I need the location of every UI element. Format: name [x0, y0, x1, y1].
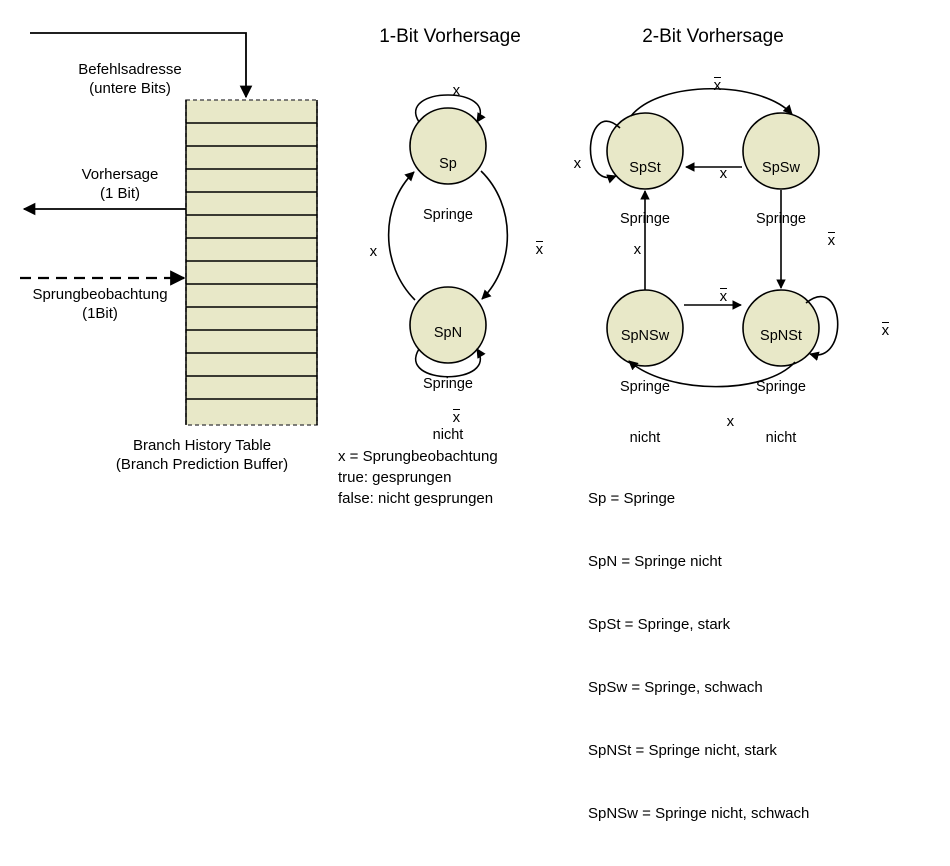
state-spnsw-desc2: nicht [629, 430, 661, 446]
bht-caption: Branch History Table (Branch Prediction Buffer) [115, 437, 289, 473]
legend-item-spnsw: SpNSw = Springe nicht, schwach [588, 805, 810, 822]
legend-item-spn: SpN = Springe nicht [588, 553, 722, 570]
one-bit-fsm-graphics [389, 95, 508, 377]
state-spn-desc2: nicht [432, 427, 464, 443]
legend-item-spst: SpSt = Springe, stark [588, 616, 731, 633]
state-spsw-name: SpSw [762, 160, 800, 176]
edge-label-two-bit-right-vertical: x [827, 232, 836, 249]
state-sp-desc: Springe [423, 207, 473, 223]
state-spnst-desc2: nicht [765, 430, 797, 446]
state-sp-name: Sp [439, 156, 457, 172]
edge-label-two-bit-right-self: x [881, 322, 890, 339]
edge-label-two-bit-middle: x [719, 165, 728, 182]
legend-item-sp: Sp = Springe [588, 490, 676, 507]
edge-label-one-bit-left: x [369, 243, 378, 260]
bht-address-label: Befehlsadresse (untere Bits) [78, 61, 182, 97]
state-spn-name: SpN [433, 325, 463, 341]
state-spsw-desc: Springe [756, 211, 806, 227]
bht-prediction-label: Vorhersage (1 Bit) [81, 166, 159, 202]
legend-two-bit [588, 446, 918, 866]
edge-label-one-bit-self-top: x [452, 82, 461, 99]
state-spnst-name: SpNSt [760, 328, 802, 344]
state-spnsw-desc: Springe [620, 379, 670, 395]
state-spst-desc: Springe [620, 211, 670, 227]
state-spnst-desc: Springe [756, 379, 806, 395]
bht-observation-label: Sprungbeobachtung (1Bit) [32, 286, 168, 322]
edge-label-one-bit-self-bottom: x [452, 409, 461, 426]
state-spst-name: SpSt [629, 160, 661, 176]
edge-label-two-bit-bottom: x [726, 413, 735, 430]
edge-label-two-bit-top: x [713, 77, 722, 94]
legend-item-spnst: SpNSt = Springe nicht, stark [588, 742, 777, 759]
edge-label-two-bit-left-vertical: x [633, 241, 642, 258]
edge-label-two-bit-left-self: x [573, 155, 582, 172]
edge-label-two-bit-bottom-middle: x [719, 288, 728, 305]
state-spn-desc: Springe [423, 376, 473, 392]
edge-label-one-bit-right: x [535, 241, 544, 258]
legend-one-bit: x = Sprungbeobachtung true: gesprungen false: nicht gesprungen [338, 448, 498, 507]
title-one-bit: 1-Bit Vorhersage [379, 26, 521, 47]
legend-item-spsw: SpSw = Springe, schwach [588, 679, 763, 696]
state-spnsw-name: SpNSw [620, 328, 670, 344]
title-two-bit: 2-Bit Vorhersage [642, 26, 784, 47]
